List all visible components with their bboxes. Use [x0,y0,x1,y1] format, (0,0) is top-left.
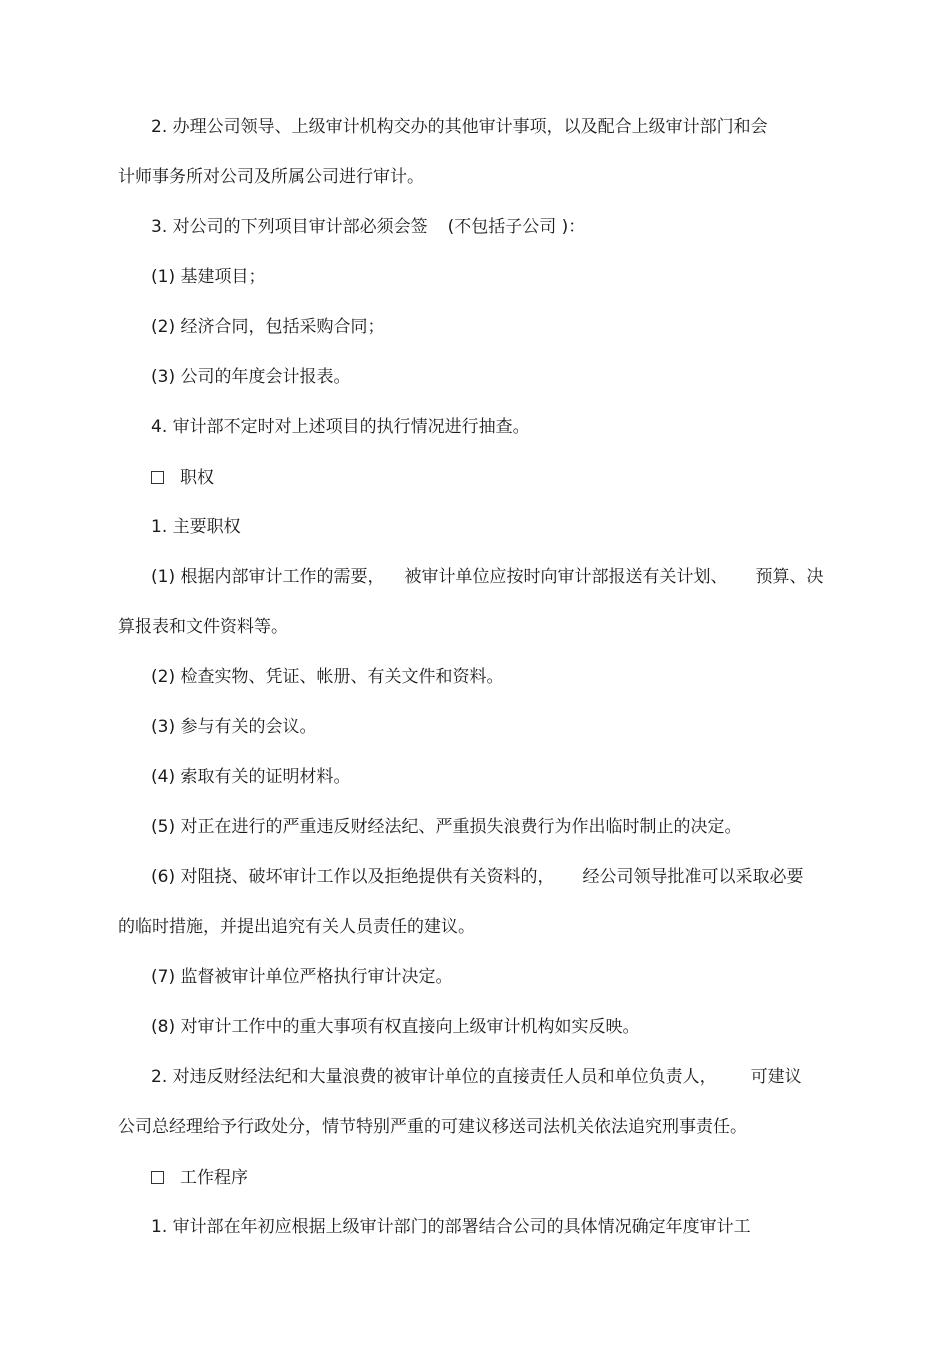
paragraph-line: (7) 监督被审计单位严格执行审计决定。 [151,967,453,987]
paragraph-line: (3) 公司的年度会计报表。 [151,367,351,387]
paragraph-line: (8) 对审计工作中的重大事项有权直接向上级审计机构如实反映。 [151,1017,640,1037]
paragraph-line: 算报表和文件资料等。 [118,617,288,637]
paragraph-line: (4) 索取有关的证明材料。 [151,767,351,787]
paragraph-line: 公司总经理给予行政处分，情节特别严重的可建议移送司法机关依法追究刑事责任。 [118,1117,747,1137]
paragraph-line: (1) 根据内部审计工作的需要， 被审计单位应按时向审计部报送有关计划、 预算、决 [151,567,824,587]
paragraph-line: 2. 办理公司领导、上级审计机构交办的其他审计事项，以及配合上级审计部门和会 [151,117,768,137]
section-heading: 职权 [151,467,214,489]
paragraph-line: (3) 参与有关的会议。 [151,717,317,737]
paragraph-line: 1. 主要职权 [151,517,241,537]
paragraph-line: 3. 对公司的下列项目审计部必须会签 (不包括子公司 )： [151,217,586,237]
paragraph-line: 2. 对违反财经法纪和大量浪费的被审计单位的直接责任人员和单位负责人， 可建议 [151,1067,802,1087]
paragraph-line: 4. 审计部不定时对上述项目的执行情况进行抽查。 [151,417,530,437]
checkbox-bullet-icon [151,471,164,484]
paragraph-line: (2) 检查实物、凭证、帐册、有关文件和资料。 [151,667,504,687]
checkbox-bullet-icon [151,1171,164,1184]
paragraph-line: 计师事务所对公司及所属公司进行审计。 [118,167,424,187]
paragraph-line: (6) 对阻挠、破坏审计工作以及拒绝提供有关资料的， 经公司领导批准可以采取必要 [151,867,804,887]
paragraph-line: 的临时措施，并提出追究有关人员责任的建议。 [118,917,475,937]
paragraph-line: 1. 审计部在年初应根据上级审计部门的部署结合公司的具体情况确定年度审计工 [151,1217,751,1237]
section-heading: 工作程序 [151,1167,248,1189]
paragraph-line: (2) 经济合同，包括采购合同； [151,317,385,337]
paragraph-line: (5) 对正在进行的严重违反财经法纪、严重损失浪费行为作出临时制止的决定。 [151,817,742,837]
paragraph-line: (1) 基建项目； [151,267,266,287]
